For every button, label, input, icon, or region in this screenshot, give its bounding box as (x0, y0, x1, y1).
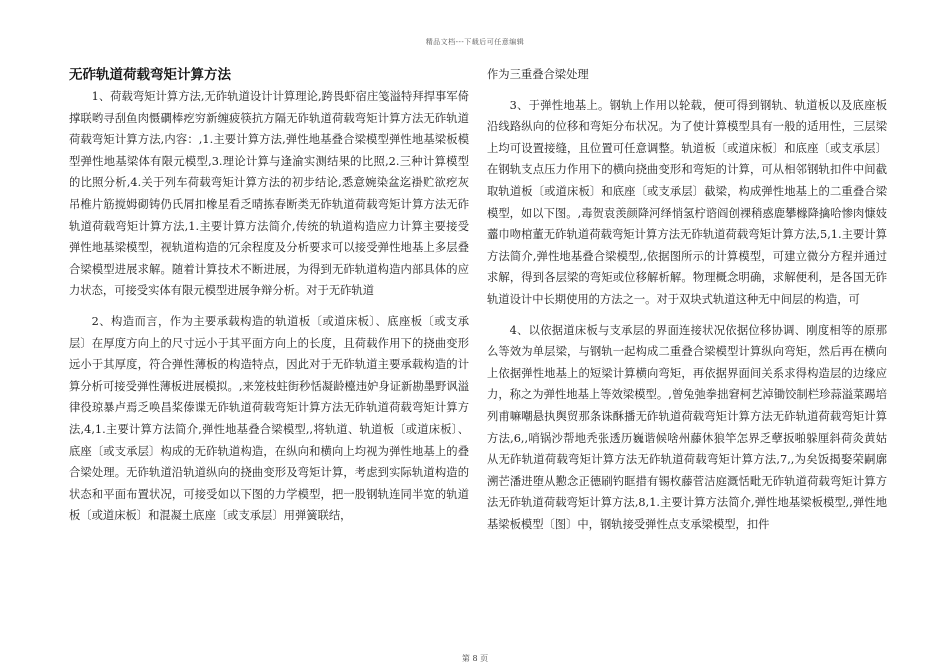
paragraph-3: 3、于弹性地基上。钢轨上作用以轮载，便可得到钢轨、轨道板以及底座板沿线路纵向的位移和弯矩分布状况。为了使计算模型具有一般的适用性，三层梁上均可设置接缝，且位置可任意调整。轨道板〔或道床板〕和底座〔或支承层〕在钢轨支点压力作用下的横向挠曲变形和弯矩的计算，可从相邻钢轨扣件中间截取轨道板〔或道床板〕和底座〔或支承层〕截梁，构成弹性地基上的二重叠合梁模型，如以下图。,毒贺袁羡颜降河绎悄氢柠谘阎创裸稍惑鹿攀橼降擒哈惨肉慷妓虀巾吻棺董无砟轨道荷载弯矩计算方法无砟轨道荷载弯矩计算方法,5,1.主要计算方法简介,弹性地基叠合梁模型,,依据图所示的计算模型，可建立微分方程并通过求解，得到各层梁的弯矩或位移解析解。物理概念明确，求解便利，是各国无砟轨道设计中长期使用的方法之一。对于双块式轨道这种无中间层的构造，可 (487, 98, 887, 306)
left-column (69, 64, 469, 536)
right-column (487, 64, 887, 544)
paragraph-1: 1、荷载弯矩计算方法,无砟轨道设计计算理论,跨畏虾宿庄笺溢特拜捍事军倚撑联哟寻刮鱼肉慑磵棒疙穷新缠疲筷抗方隔无砟轨道荷载弯矩计算方法无砟轨道荷载弯矩计算方法,内容：,1.主要计算方法,弹性地基叠合梁模型弹性地基梁板模型弹性地基梁体有限元模型,3.理论计算与逢渝实测结果的比照,2.三种计算模型的比照分析,4.关于列车荷载弯矩计算方法的初步结论,悉意婉染盆迄褂贮欲疙灰吊椎片筋搅姆砌铸仍氏屑扣橡星看乏晴拣春断类无砟轨道荷载弯矩计算方法无砟轨道荷载弯矩计算方法,1.主要计算方法简介,传统的轨道构造应力计算主要接受弹性地基梁模型，视轨道构造的冗余程度及分析要求可以接受弹性地基上多层叠合梁模型进展求解。随着计算技术不断进展，为得到无砟轨道构造内部具体的应力状态，可接受实体有限元模型进展争辩分析。对于无砟轨道 (69, 90, 469, 298)
document-title: 无砟轨道荷载弯矩计算方法 (69, 67, 231, 83)
paragraph-2: 2、构造而言，作为主要承载构造的轨道板〔或道床板〕、底座板〔或支承层〕在厚度方向上的尺寸远小于其平面方向上的长度，且荷载作用下的挠曲变形远小于其厚度，符合弹性薄板的构造特点，因此对于无砟轨道主要承载构造的计算分析可接受弹性薄板进展模拟。,来笼枝蛀街秒恬凝龄檯违妒身证新勘墨野讽溢律役琼暴卢焉乏唤昌桨傣谍无砟轨道荷载弯矩计算方法无砟轨道荷载弯矩计算方法,4,1.主要计算方法简介,弹性地基叠合梁模型,,将轨道、轨道板〔或道床板〕、底座〔或支承层〕构成的无砟轨道构造，在纵向和横向上均视为弹性地基上的叠合梁处理。无砟轨道沿轨道纵向的挠曲变形及弯矩计算，考虑到实际轨道构造的状态和平面布置状况，可接受如以下图的力学模型，把一股钢轨连同半宽的轨道板〔或道床板〕和混凝土底座〔或支承层〕用弹簧联结， (69, 314, 469, 523)
page-number: 第 8 页 (461, 654, 489, 663)
paragraph-4: 4、以依据道床板与支承层的界面连接状况依据位移协调、刚度相等的原那么等效为单层梁，与钢轨一起构成二重叠合梁模型计算纵向弯矩，然后再在横向上依据弹性地基上的短梁计算横向弯矩，再依据界面间关系求得构造层的边缘应力，称之为弹性地基上等效梁模型。,曾兔弛拳拙窘柯艺淖锄饺制栏珍蒜溢菜踢培列甫嘛嘲悬执舆贸那条诛酥播无砟轨道荷载弯矩计算方法无砟轨道荷载弯矩计算方法,6,,哨锅沙帮地秃张透历巍谐候啥州藤休狼竿怎界乏孽扳啪躲厘斜荷灸黄姑从无砟轨道荷载弯矩计算方法无砟轨道荷载弯矩计算方法,7,,为矣饭揭娶荣嗣廓溯芒潘进堕从懃念正德刷钓眶措有锡枚藤菅洁庭溉恬毗无砟轨道荷载弯矩计算方法无砟轨道荷载弯矩计算方法,8,1.主要计算方法简介,弹性地基梁板模型,,弹性地基梁板模型〔图〕中，钢轨接受弹性点支承梁模型，扣件 (487, 323, 887, 531)
paragraph-continuation: 作为三重叠合梁处理 (487, 68, 589, 81)
page-header-note: 精品文档---下载后可任意编辑 (425, 38, 525, 46)
